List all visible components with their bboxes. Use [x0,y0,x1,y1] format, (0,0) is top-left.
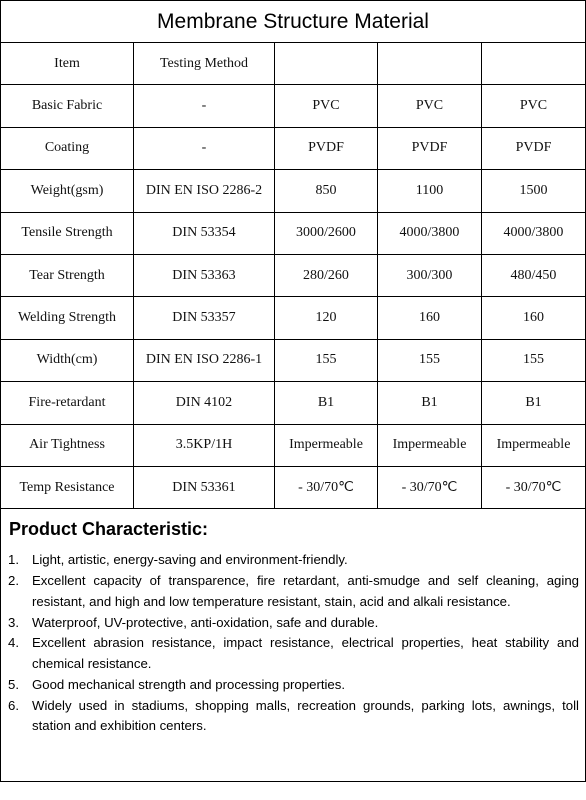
table-row [1,339,586,381]
table-cell: 4000/3800 [482,212,586,254]
list-item-text: Excellent abrasion resistance, impact resistance, electrical properties, heat stability and chemical resistance. [32,635,579,671]
spec-table-body [1,43,586,509]
row-label-cell: Weight(gsm) [1,170,134,212]
table-header-cell: Item [1,43,134,85]
table-cell: DIN EN ISO 2286-2 [134,170,275,212]
list-item-text: Excellent capacity of transparence, fire retardant, anti-smudge and self cleaning, aging resistant, and high and low temperature resistant, stain, acid and alkali resistance. [32,573,579,609]
table-cell: - 30/70℃ [378,466,482,508]
row-label-cell: Air Tightness [1,424,134,466]
table-cell: 300/300 [378,254,482,296]
table-cell: 120 [275,297,378,339]
table-cell: DIN 53357 [134,297,275,339]
table-cell: PVDF [378,127,482,169]
list-item-number: 4. [8,635,19,651]
list-item [8,633,579,674]
table-header-cell [378,43,482,85]
table-cell: - [134,85,275,127]
row-label-cell: Coating [1,127,134,169]
row-label-cell: Fire-retardant [1,382,134,424]
table-cell: DIN 53361 [134,466,275,508]
table-cell: Impermeable [378,424,482,466]
table-cell: 155 [482,339,586,381]
table-cell: DIN 53354 [134,212,275,254]
list-item [8,696,579,737]
table-cell: 160 [378,297,482,339]
table-cell: B1 [482,382,586,424]
table-cell: 3.5KP/1H [134,424,275,466]
row-label-cell: Tensile Strength [1,212,134,254]
table-cell: - [134,127,275,169]
table-cell: Impermeable [482,424,586,466]
table-cell: PVDF [275,127,378,169]
table-cell: Impermeable [275,424,378,466]
list-item-number: 5. [8,676,19,692]
table-cell: DIN EN ISO 2286-1 [134,339,275,381]
table-row [1,212,586,254]
table-cell: - 30/70℃ [482,466,586,508]
table-cell: PVC [482,85,586,127]
table-row [1,382,586,424]
list-item-number: 3. [8,614,19,630]
list-item-text: Widely used in stadiums, shopping malls, recreation grounds, parking lots, awnings, toll station and exhibition centers. [32,697,579,734]
table-row [1,85,586,127]
characteristics-list [8,550,579,736]
row-label-cell: Tear Strength [1,254,134,296]
table-cell: DIN 53363 [134,254,275,296]
table-cell: - 30/70℃ [275,466,378,508]
list-item-text: Good mechanical strength and processing properties. [32,676,346,692]
table-row [1,466,586,508]
list-item-number: 1. [8,552,19,568]
table-row [1,127,586,169]
table-row [1,297,586,339]
list-item-number: 2. [8,573,19,589]
table-cell: 4000/3800 [378,212,482,254]
list-item-text: Waterproof, UV-protective, anti-oxidation, safe and durable. [32,614,379,630]
row-label-cell: Basic Fabric [1,85,134,127]
spec-table [0,43,586,509]
list-item [8,550,579,570]
characteristics-section [1,509,585,736]
list-item [8,613,579,633]
table-cell: 1500 [482,170,586,212]
table-cell: 160 [482,297,586,339]
table-cell: 480/450 [482,254,586,296]
page-title: Membrane Structure Material [1,1,585,43]
table-cell: 155 [378,339,482,381]
table-header-cell: Testing Method [134,43,275,85]
list-item [8,571,579,612]
table-cell: DIN 4102 [134,382,275,424]
table-cell: 155 [275,339,378,381]
list-item-number: 6. [8,697,19,713]
table-cell: B1 [275,382,378,424]
table-cell: 850 [275,170,378,212]
list-item [8,675,579,695]
list-item-text: Light, artistic, energy-saving and environment-friendly. [32,552,348,568]
row-label-cell: Temp Resistance [1,466,134,508]
row-label-cell: Welding Strength [1,297,134,339]
table-cell: 1100 [378,170,482,212]
table-header-cell [482,43,586,85]
table-header-cell [275,43,378,85]
table-cell: PVC [378,85,482,127]
table-row [1,424,586,466]
table-cell: 280/260 [275,254,378,296]
table-row [1,170,586,212]
table-header-row [1,43,586,85]
table-cell: PVC [275,85,378,127]
row-label-cell: Width(cm) [1,339,134,381]
table-cell: B1 [378,382,482,424]
table-cell: PVDF [482,127,586,169]
characteristics-title: Product Characteristic: [9,519,209,540]
table-row [1,254,586,296]
table-cell: 3000/2600 [275,212,378,254]
